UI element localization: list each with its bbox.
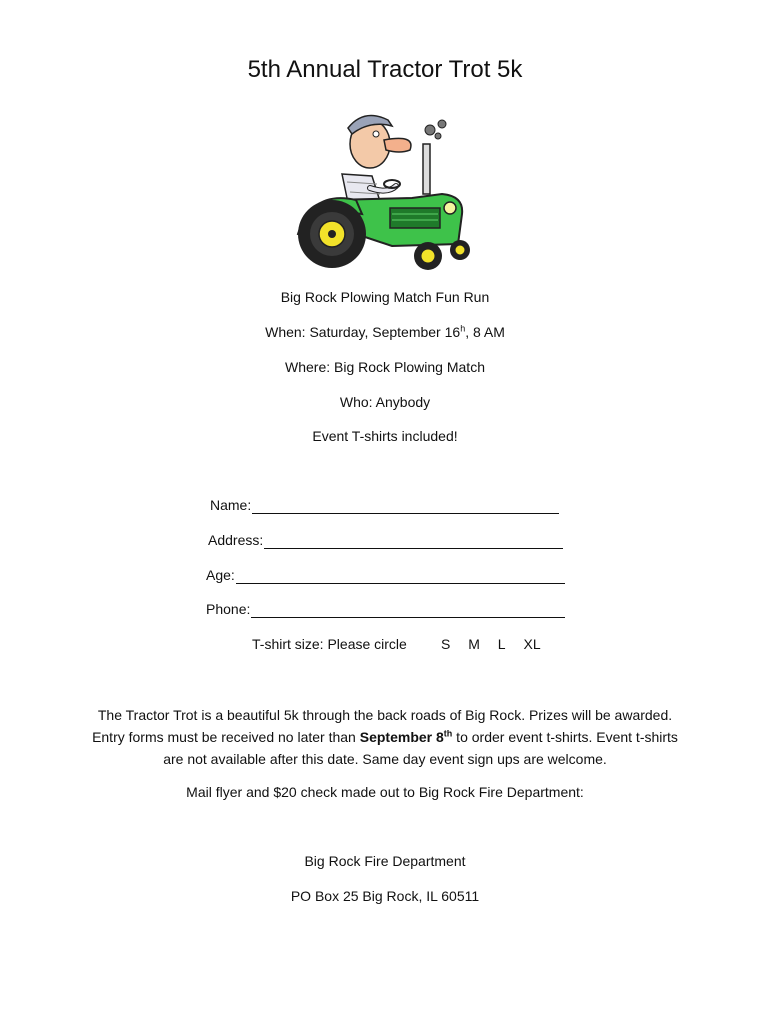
- info-line-2: [70, 726, 700, 748]
- age-field[interactable]: [206, 566, 565, 584]
- event-tshirts: Event T-shirts included!: [312, 428, 458, 444]
- deadline-sup: th: [443, 728, 453, 739]
- tshirt-size-label: T-shirt size: Please circle: [252, 636, 407, 652]
- age-blank[interactable]: [236, 569, 565, 584]
- info-line-2-rest: to order event t-shirts. Event t-shirts: [452, 729, 678, 745]
- info-paragraph: [70, 704, 700, 770]
- size-option-m[interactable]: M: [468, 636, 480, 652]
- name-label: Name:: [210, 497, 252, 513]
- event-where: Where: Big Rock Plowing Match: [285, 359, 485, 375]
- address-blank[interactable]: [264, 534, 563, 549]
- event-when-sup: h: [460, 323, 466, 334]
- size-option-s[interactable]: S: [441, 636, 451, 652]
- name-blank[interactable]: [252, 499, 559, 514]
- age-label: Age:: [206, 567, 235, 583]
- exhaust-smoke-icon: [425, 120, 446, 139]
- event-when-text: When: Saturday, September 16: [265, 324, 461, 340]
- size-option-xl[interactable]: XL: [523, 636, 541, 652]
- event-when: [0, 323, 770, 341]
- info-line-1: The Tractor Trot is a beautiful 5k through the back roads of Big Rock. Prizes will be awarded.: [97, 707, 673, 723]
- phone-label: Phone:: [206, 601, 251, 617]
- event-who: Who: Anybody: [339, 394, 431, 410]
- event-subtitle: Big Rock Plowing Match Fun Run: [280, 289, 490, 305]
- address-label: Address:: [208, 532, 264, 548]
- page-title: 5th Annual Tractor Trot 5k: [247, 56, 523, 83]
- info-line-2-text: Entry forms must be received no later than: [92, 729, 360, 745]
- size-option-l[interactable]: L: [497, 636, 506, 652]
- tractor-cartoon-illustration: [292, 104, 482, 276]
- name-field[interactable]: [210, 496, 559, 514]
- deadline-date: September 8: [359, 729, 444, 745]
- rear-wheel-icon: [298, 200, 366, 268]
- mailing-address-line: PO Box 25 Big Rock, IL 60511: [290, 888, 480, 904]
- mailing-address-name: Big Rock Fire Department: [304, 853, 466, 869]
- info-line-3: are not available after this date. Same day event sign ups are welcome.: [163, 751, 607, 767]
- tshirt-size-options: [441, 635, 555, 653]
- mail-instructions: Mail flyer and $20 check made out to Big Rock Fire Department:: [186, 784, 584, 800]
- phone-blank[interactable]: [251, 603, 565, 618]
- address-field[interactable]: [208, 531, 563, 549]
- event-when-time: , 8 AM: [465, 324, 505, 340]
- phone-field[interactable]: [206, 600, 565, 618]
